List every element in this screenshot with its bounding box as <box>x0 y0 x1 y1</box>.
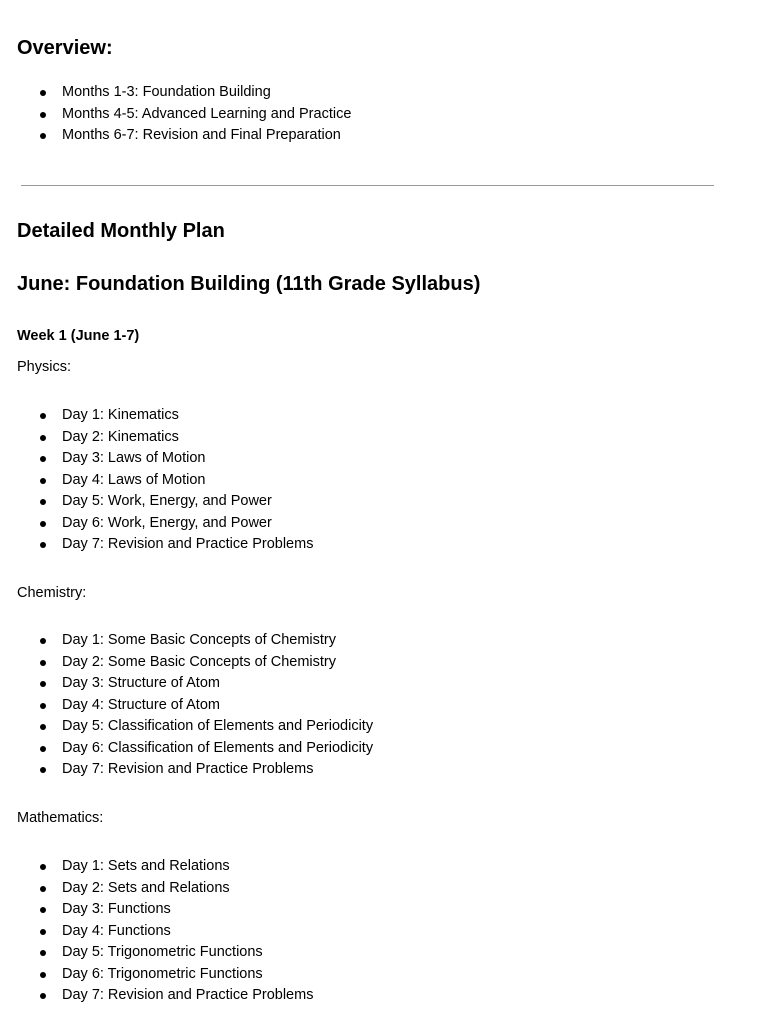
bullet-icon <box>40 681 46 687</box>
bullet-icon <box>40 703 46 709</box>
mathematics-list <box>17 856 313 1007</box>
list-item <box>17 405 313 427</box>
list-item-text: Day 1: Kinematics <box>62 407 179 423</box>
bullet-icon <box>40 950 46 956</box>
bullet-icon <box>40 993 46 999</box>
list-item-text: Day 6: Trigonometric Functions <box>62 965 263 982</box>
list-item-text: Day 5: Classification of Elements and Periodicity <box>62 718 374 734</box>
list-item <box>17 856 313 878</box>
bullet-icon <box>40 724 46 730</box>
chemistry-label: Chemistry: <box>17 585 87 601</box>
list-item-text: Day 3: Functions <box>62 901 171 917</box>
bullet-icon <box>40 456 46 462</box>
list-item-text: Day 2: Kinematics <box>62 428 179 445</box>
list-item-text: Day 1: Some Basic Concepts of Chemistry <box>62 632 336 648</box>
list-item <box>17 899 313 921</box>
list-item <box>17 427 313 449</box>
list-item-text: Months 1-3: Foundation Building <box>62 84 271 100</box>
bullet-icon <box>40 638 46 644</box>
list-item-text: Day 2: Some Basic Concepts of Chemistry <box>62 653 336 670</box>
list-item-text: Day 4: Functions <box>62 922 171 939</box>
list-item-text: Day 7: Revision and Practice Problems <box>62 536 314 552</box>
list-item <box>17 942 313 964</box>
overview-list <box>17 82 351 147</box>
list-item <box>17 921 313 943</box>
list-item-text: Day 6: Work, Energy, and Power <box>62 514 272 531</box>
bullet-icon <box>40 413 46 419</box>
list-item <box>17 759 373 781</box>
list-item <box>17 985 313 1007</box>
list-item <box>17 738 373 760</box>
list-item-text: Day 2: Sets and Relations <box>62 879 230 896</box>
list-item <box>17 125 351 147</box>
bullet-icon <box>40 972 46 978</box>
physics-label: Physics: <box>17 359 71 375</box>
mathematics-label: Mathematics: <box>17 810 104 826</box>
bullet-icon <box>40 907 46 913</box>
bullet-icon <box>40 435 46 441</box>
list-item <box>17 491 313 513</box>
physics-list <box>17 405 313 556</box>
bullet-icon <box>40 886 46 892</box>
bullet-icon <box>40 521 46 527</box>
list-item <box>17 716 373 738</box>
bullet-icon <box>40 864 46 870</box>
month-heading: June: Foundation Building (11th Grade Syllabus) <box>17 273 481 295</box>
week-heading: Week 1 (June 1-7) <box>17 328 140 344</box>
list-item-text: Day 3: Laws of Motion <box>62 450 206 466</box>
overview-heading: Overview: <box>17 37 113 59</box>
list-item <box>17 673 373 695</box>
list-item <box>17 448 313 470</box>
chemistry-list <box>17 630 373 781</box>
bullet-icon <box>40 90 46 96</box>
bullet-icon <box>40 112 46 118</box>
list-item <box>17 630 373 652</box>
bullet-icon <box>40 767 46 773</box>
list-item <box>17 878 313 900</box>
list-item <box>17 964 313 986</box>
list-item-text: Day 7: Revision and Practice Problems <box>62 761 314 777</box>
list-item-text: Day 7: Revision and Practice Problems <box>62 987 314 1003</box>
list-item <box>17 470 313 492</box>
list-item-text: Day 5: Work, Energy, and Power <box>62 493 272 509</box>
bullet-icon <box>40 499 46 505</box>
list-item-text: Day 3: Structure of Atom <box>62 675 220 691</box>
list-item <box>17 104 351 126</box>
list-item-text: Day 5: Trigonometric Functions <box>62 944 263 960</box>
list-item <box>17 652 373 674</box>
list-item <box>17 534 313 556</box>
bullet-icon <box>40 133 46 139</box>
list-item-text: Months 6-7: Revision and Final Preparation <box>62 127 341 143</box>
plan-heading: Detailed Monthly Plan <box>17 220 225 242</box>
list-item-text: Day 1: Sets and Relations <box>62 858 230 874</box>
list-item <box>17 513 313 535</box>
bullet-icon <box>40 660 46 666</box>
list-item-text: Day 6: Classification of Elements and Periodicity <box>62 739 374 756</box>
list-item-text: Day 4: Structure of Atom <box>62 696 220 713</box>
list-item-text: Months 4-5: Advanced Learning and Practice <box>62 105 352 122</box>
bullet-icon <box>40 542 46 548</box>
bullet-icon <box>40 478 46 484</box>
section-divider <box>21 185 714 186</box>
list-item-text: Day 4: Laws of Motion <box>62 471 206 488</box>
list-item <box>17 695 373 717</box>
bullet-icon <box>40 929 46 935</box>
list-item <box>17 82 351 104</box>
bullet-icon <box>40 746 46 752</box>
